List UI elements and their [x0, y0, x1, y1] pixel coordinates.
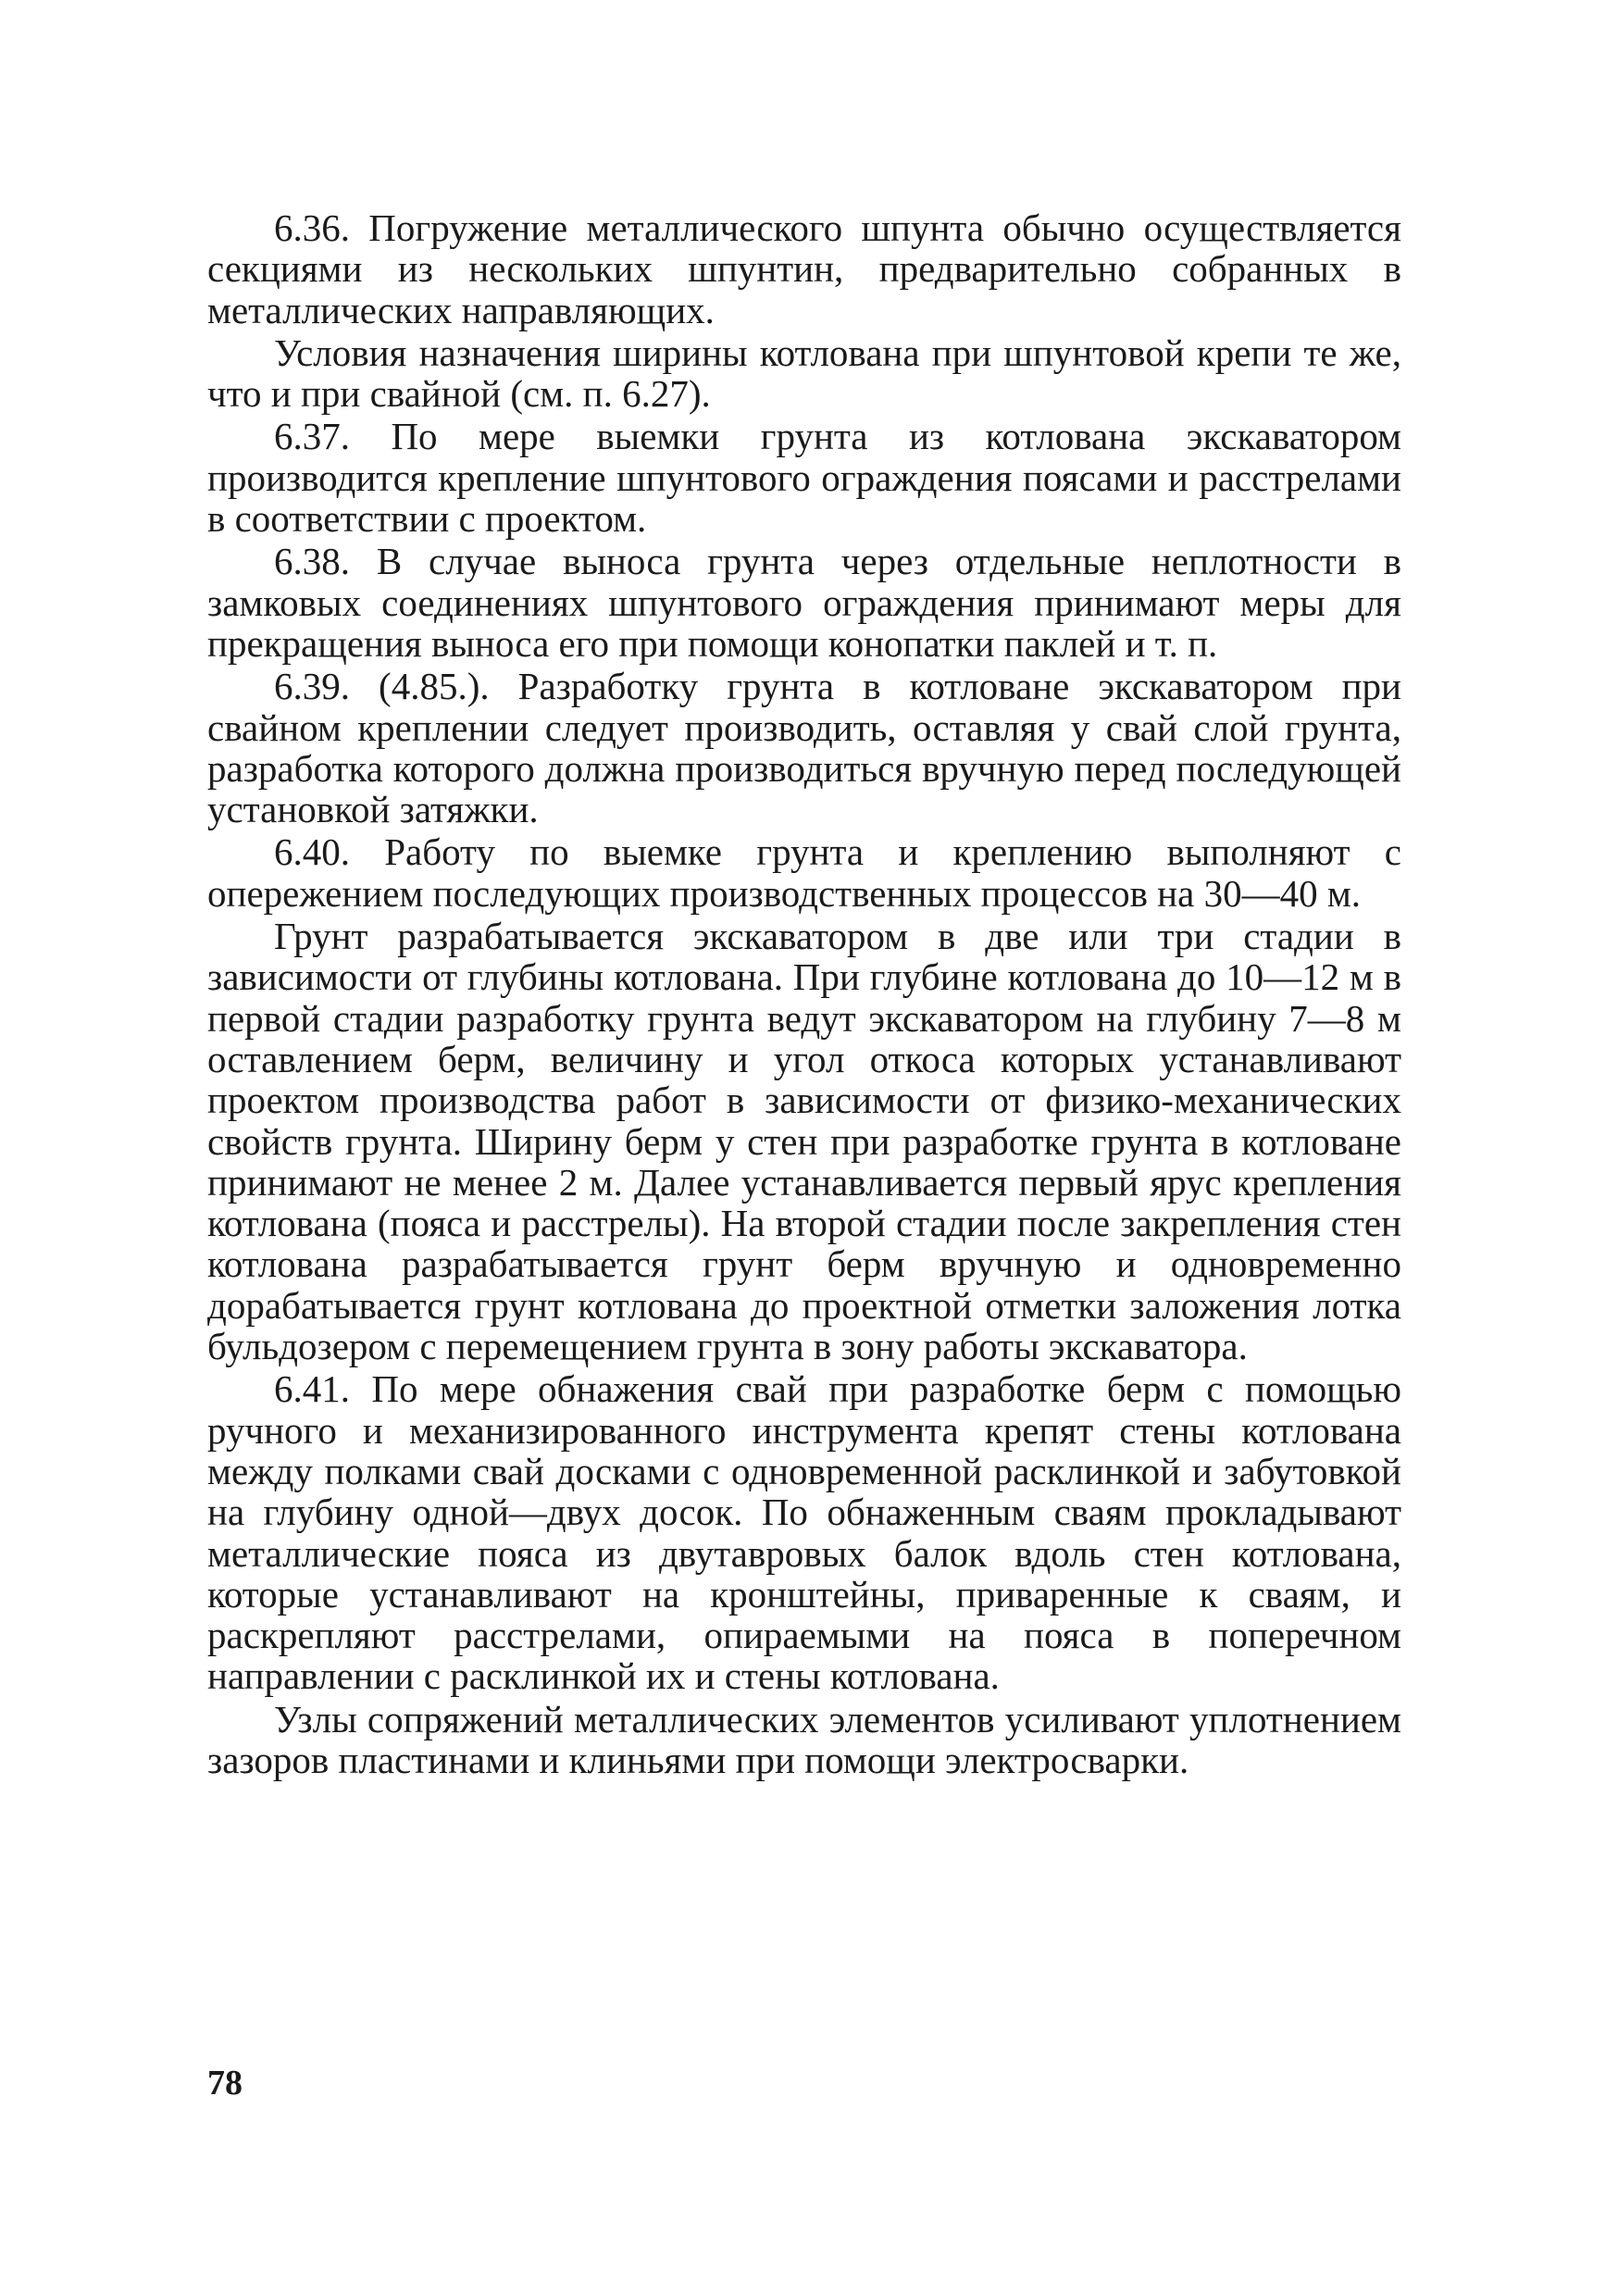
paragraph-6-41: 6.41. По мере обнажения свай при разработке берм с помощью ручного и механизированного инструмента крепят стены котлована между полками свай досками с одновременной расклинкой и забутовкой на глубину одной—двух досок. По обнаженным сваям прокладывают металлические пояса из двутавровых балок вдоль стен котлована, которые устанавливают на кронштейны, приваренные к сваям, и раскрепляют расстрелами, опираемыми на пояса в поперечном направлении с расклинкой их и стены котлована. [207, 1367, 1401, 1698]
paragraph-6-37: 6.37. По мере выемки грунта из котлована экскаватором производится крепление шпунтового ограждения поясами и расстрелами в соответствии с проектом. [207, 415, 1401, 541]
paragraph-6-38: 6.38. В случае выноса грунта через отдельные неплотности в замковых соединениях шпунтового ограждения принимают меры для прекращения выноса его при помощи конопатки паклей и т. п. [207, 540, 1401, 665]
page-number: 78 [207, 2064, 243, 2103]
body-text [207, 207, 1401, 1782]
paragraph-6-39: 6.39. (4.85.). Разработку грунта в котловане экскаватором при свайном креплении следует производить, оставляя у свай слой грунта, разработка которого должна производиться вручную перед последующей установкой затяжки. [207, 665, 1401, 831]
paragraph-6-36-conditions: Условия назначения ширины котлована при шпунтовой крепи те же, что и при свайной (см. п. 6.27). [207, 331, 1401, 416]
paragraph-6-41-joints: Узлы сопряжений металлических элементов усиливают уплотнением зазоров пластинами и клиньями при помощи электросварки. [207, 1697, 1401, 1781]
paragraph-6-40: 6.40. Работу по выемке грунта и креплению выполняют с опережением последующих производственных процессов на 30—40 м. [207, 830, 1401, 915]
paragraph-6-36: 6.36. Погружение металлического шпунта обычно осуществляется секциями из нескольких шпунтин, предварительно собранных в металлических направляющих. [207, 206, 1401, 331]
paragraph-6-40-stages: Грунт разрабатывается экскаватором в две или три стадии в зависимости от глубины котлована. При глубине котлована до 10—12 м в первой стадии разработку грунта ведут экскаватором на глубину 7—8 м оставлением берм, величину и угол откоса которых устанавливают проектом производства работ в зависимости от физико-механических свойств грунта. Ширину берм у стен при разработке грунта в котловане принимают не менее 2 м. Далее устанавливается первый ярус крепления котлована (пояса и расстрелы). На второй стадии после закрепления стен котлована разрабатывается грунт берм вручную и одновременно дорабатывается грунт котлована до проектной отметки заложения лотка бульдозером с перемещением грунта в зону работы экскаватора. [207, 915, 1401, 1368]
